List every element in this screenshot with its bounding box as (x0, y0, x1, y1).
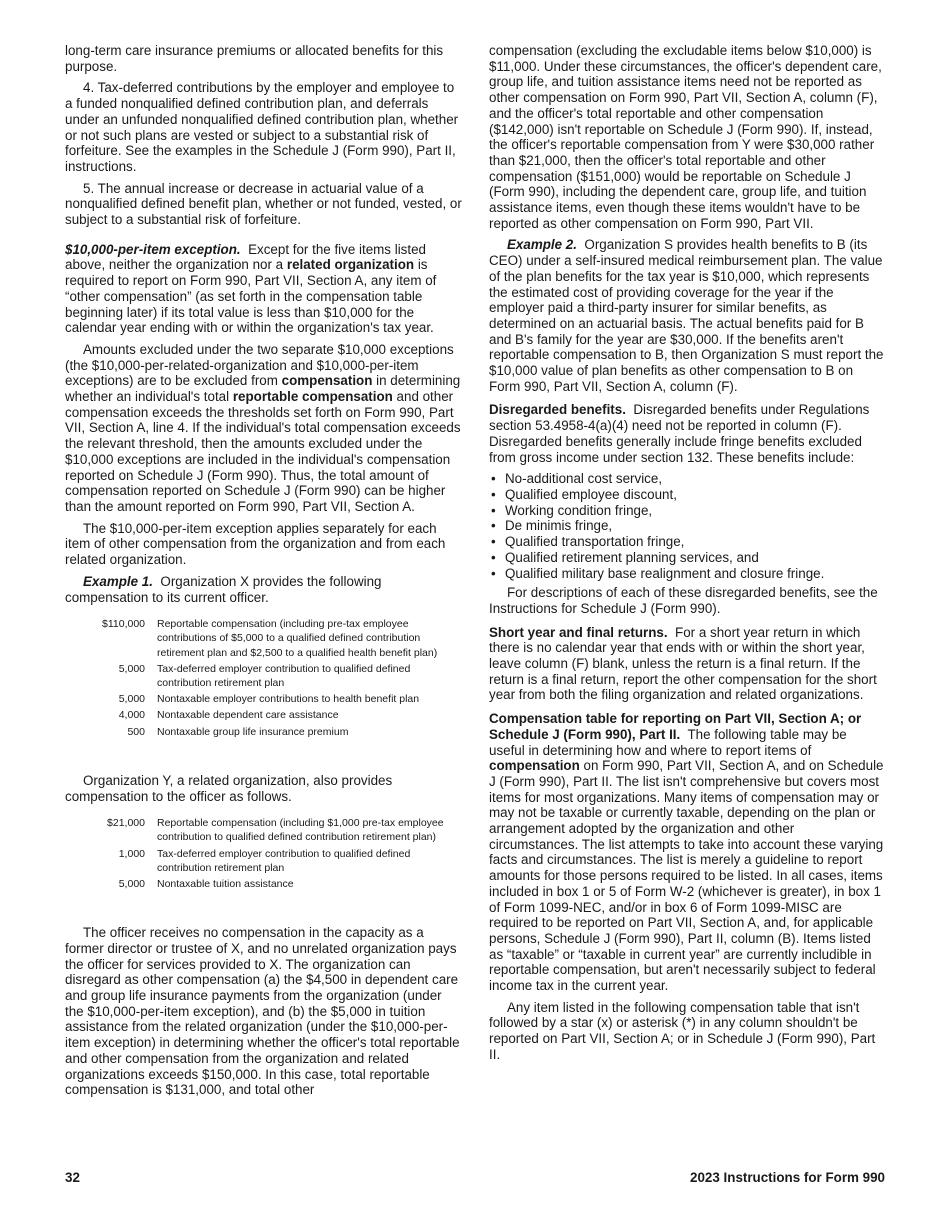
example-1-heading: Example 1. (83, 573, 153, 589)
reportable-compensation-term: reportable compensation (232, 389, 393, 405)
list-item: • Working condition fringe, (489, 503, 886, 519)
list-item: • Qualified military base realignment and closure fringe. (489, 566, 886, 582)
list-item: • Qualified transportation fringe, (489, 534, 886, 550)
short-year-heading: Short year and final returns. (489, 624, 668, 640)
paragraph-amounts-excluded: Amounts excluded under the two separate $10,000 exceptions (the $10,000-per-related-organization and $10,000-per-item exceptions) are to be excluded from compensation in determining whether an individual's total reportable compensation and other compensation exceeds the thresholds set forth on Form 990, Part VII, Section A, line 4. If the individual's total compensation exceeds the relevant threshold, then the amounts excluded under the $10,000 exceptions are included in the individual's compensation reported on Schedule J (Form 990). Thus, the total amount of compensation reported on Schedule J (Form 990) can be higher than the amount reported on Form 990, Part VII, Section A. (65, 341, 461, 514)
paragraph-officer: The officer receives no compensation in the capacity as a former director or trustee of X, and no unrelated organization pays the officer for services provided to X. The organization can disregard as other compensation (a) the $4,500 in dependent care and group life insurance payments from the organization (under the $10,000-per-item exception), and (b) the $5,000 in tuition assistance from the related organization (under the $10,000-per-item exception) in determining whether the officer's total reportable and other compensation from the organization and related organizations exceeds $150,000. In this case, total reportable compensation is $131,000, and total other (65, 925, 460, 1098)
table-row: 1,000 Tax-deferred employer contribution to qualified defined contribution retirement plan (118, 847, 411, 874)
disregarded-benefits-list (489, 471, 886, 581)
related-organization-term: related organization (286, 257, 415, 273)
disregarded-benefits-heading: Disregarded benefits. (489, 402, 626, 418)
page-number: 32 (65, 1170, 80, 1185)
paragraph-exception-applies: The $10,000-per-item exception applies separately for each item of other compensation from the organization and from each related organization. (65, 520, 446, 568)
paragraph-item-4: 4. Tax-deferred contributions by the employer and employee to a funded nonqualified defined contribution plan, and deferrals under an unfunded nonqualified defined contribution plan, whether or not such plans are vested or subject to a substantial risk of forfeiture. See the examples in the Schedule J (Form 990), Part II, instructions. (65, 80, 459, 174)
table-row: 500 Nontaxable group life insurance premium (127, 725, 349, 738)
paragraph-short-year: Short year and final returns. For a short year return in which there is no calendar year that ends with or within the short year, leave column (F) blank, unless the return is a final return. If the return is a final return, report the other compensation for the short year from both the filing organization and related organizations. (489, 624, 877, 703)
compensation-term: compensation (281, 373, 373, 389)
paragraph-10000-exception: $10,000-per-item exception. Except for the five items listed above, neither the organization nor a related organization is required to report on Form 990, Part VII, Section A, any item of “other compensation” (as set forth in the compensation table beginning later) if its total value is less than $10,000 for the calendar year ending with or within the organization's tax year. (65, 241, 437, 336)
table-row: 5,000 Nontaxable employer contributions to health benefit plan (118, 693, 420, 706)
table-row: 5,000 Nontaxable tuition assistance (118, 878, 294, 891)
paragraph-item-5: 5. The annual increase or decrease in actuarial value of a nonqualified defined benefit plan, whether or not funded, vested, or subject to a substantial risk of forfeiture. (65, 180, 462, 228)
org-x-compensation-table (85, 617, 457, 741)
table-row: 4,000 Nontaxable dependent care assistance (118, 709, 339, 722)
table-row: $21,000 Reportable compensation (including $1,000 pre-tax employee contribution to qualified defined contribution retirement plan) (107, 817, 444, 844)
paragraph-continued: compensation (excluding the excludable items below $10,000) is $11,000. Under these circumstances, the officer's dependent care, group life, and tuition assistance items need not be reported as other compensation on Form 990, Part VII, Section A, column (F), and the officer's total reportable and other compensation ($142,000) isn't reportable on Schedule J (Form 990). If, instead, the officer's reportable compensation from Y were $30,000 rather than $21,000, then the officer's total reportable and other compensation ($151,000) would be reportable on Schedule J (Form 990), including the dependent care, group life, and tuition assistance items, even though these items wouldn't have to be reported as other compensation on Form 990, Part VII. (489, 43, 882, 231)
compensation-term: compensation (489, 758, 580, 774)
org-y-compensation-table (85, 816, 457, 893)
table-row: 5,000 Tax-deferred employer contribution to qualified defined contribution retirement plan (118, 662, 411, 690)
list-item: • Qualified employee discount, (489, 487, 886, 503)
paragraph-organization-y: Organization Y, a related organization, also provides compensation to the officer as follows. (65, 772, 393, 804)
paragraph-descriptions: For descriptions of each of these disregarded benefits, see the Instructions for Schedule J (Form 990). (489, 585, 878, 616)
document-title: 2023 Instructions for Form 990 (690, 1170, 885, 1185)
compensation-table-heading: Compensation table for reporting on Part VII, Section A; or Schedule J (Form 990), Part II. (489, 711, 862, 742)
table-row: $110,000 Reportable compensation (including pre-tax employee contributions of $5,000 to a qualified defined contribution retirement plan and $2,500 to a qualified health benefit plan) (101, 618, 438, 659)
paragraph-example-1: Example 1. Organization X provides the following compensation to its current officer. (65, 573, 382, 605)
paragraph-compensation-table: Compensation table for reporting on Part VII, Section A; or Schedule J (Form 990), Part II. The following table may be useful in determining how and where to report items of compensation on Form 990, Part VII, Section A, and on Schedule J (Form 990), Part II. The list isn't comprehensive but covers most items for most organizations. Many items of compensation may or may not be taxable or currently taxable, depending on the plan or arrangement adopted by the organization and other circumstances. The list attempts to take into account these varying facts and circumstances. The list is merely a guideline to report amounts for those persons required to be listed. In all cases, items included in box 1 or 5 of Form W-2 (whichever is greater), in box 1 of Form 1099-NEC, and/or in box 6 of Form 1099-MISC are required to be reported on Part VII, Section A, and, for applicable persons, Schedule J (Form 990), Part II, column (B). Items listed as “taxable” or “taxable in current year” are currently includible in reportable compensation, but aren't necessarily subject to federal income tax in the current year. (489, 711, 884, 994)
example-2-heading: Example 2. (507, 237, 577, 253)
left-column (65, 43, 462, 1104)
exception-heading: $10,000-per-item exception. (65, 241, 241, 257)
paragraph-disregarded-benefits: Disregarded benefits. Disregarded benefits under Regulations section 53.4958-4(a)(4) need not be reported in column (F). Disregarded benefits generally include fringe benefits excluded from gross income under section 132. These benefits include: (489, 402, 870, 465)
paragraph-example-2: Example 2. Organization S provides health benefits to B (its CEO) under a self-insured medical reimbursement plan. The value of the plan benefits for the tax year is $10,000, which represents the estimated cost of providing coverage for the year if the employer paid a third-party insurer for similar benefits, as determined on an actuarial basis. The actual benefits paid for B and B's family for the year are $30,000. If the benefits aren't reportable compensation to B, then Organization S must report the $10,000 value of plan benefits as other compensation to B on Form 990, Part VII, Section A, column (F). (489, 237, 884, 394)
list-item: • De minimis fringe, (489, 518, 886, 534)
list-item: • No-additional cost service, (489, 471, 886, 487)
list-item: • Qualified retirement planning services, and (489, 550, 886, 566)
right-column (489, 43, 886, 1069)
paragraph-ltc: long-term care insurance premiums or allocated benefits for this purpose. (65, 43, 444, 74)
paragraph-any-item: Any item listed in the following compensation table that isn't followed by a star (x) or asterisk (*) in any column shouldn't be reported on Part VII, Section A; or in Schedule J (Form 990), Part II. (489, 999, 876, 1062)
